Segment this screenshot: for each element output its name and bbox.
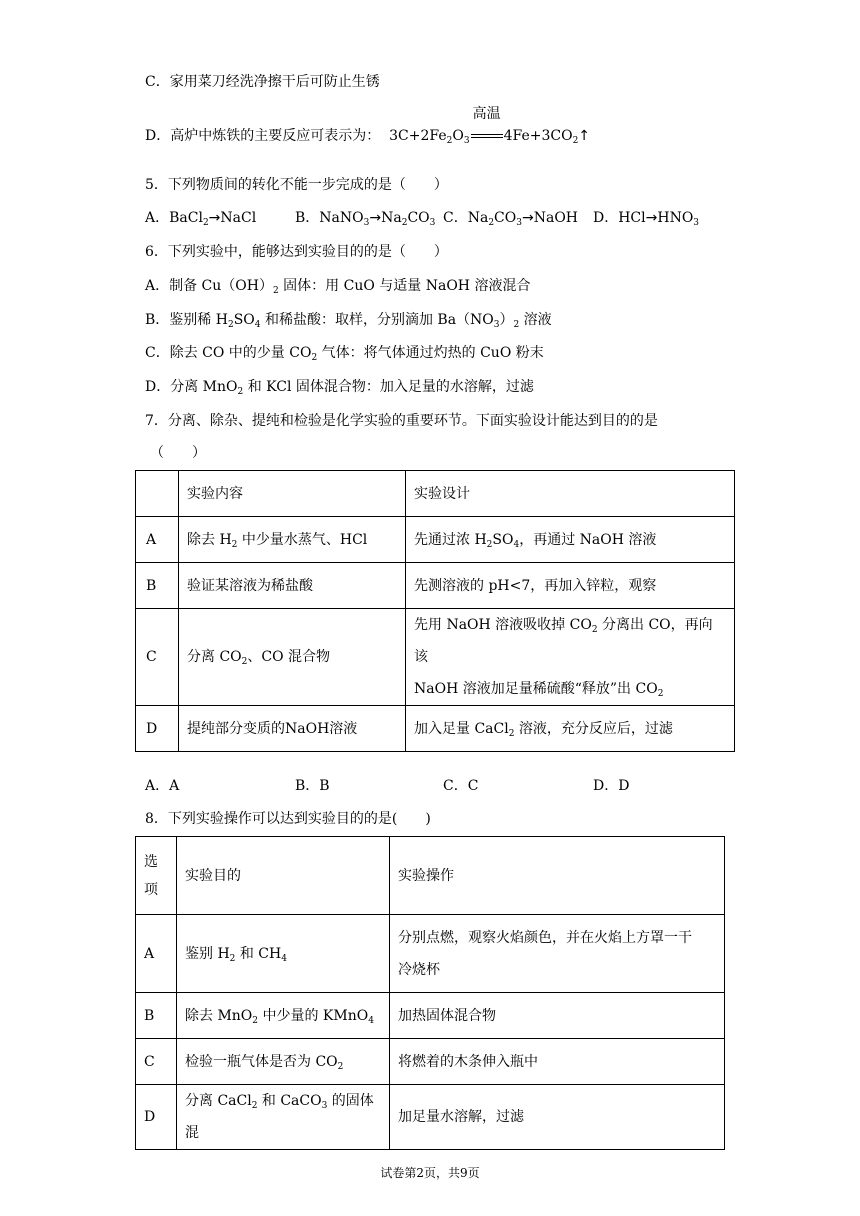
q7-option-d: D．D [593,778,630,794]
table-cell: 除去 $H_2$ 中少量水蒸气、HCl [179,517,406,563]
table-header-cell [136,471,179,517]
table-cell: 先测溶液的 pH<7，再加入锌粒，观察 [406,563,735,609]
table-row [136,706,735,752]
reaction-condition-label: 高温 [472,106,501,122]
q4-d-reactants: 3C+2Fe [389,128,447,144]
table-cell: 加足量水溶解，过滤 [390,1085,725,1150]
table-cell: C [136,1039,177,1085]
q4-d-prefix: D．高炉中炼铁的主要反应可表示为： [145,128,381,144]
q5-option-b: B．$NaNO_3\to Na_2CO_3$ [295,210,436,228]
q6-option-d: D．分离 MnO$_2$ 和 KCl 固体混合物：加入足量的水溶解，过滤 [145,379,534,397]
table-header-cell: 实验设计 [406,471,735,517]
q6-option-c: C．除去 CO 中的少量 $CO_2$ 气体：将气体通过灼热的 CuO 粉末 [145,345,544,363]
table-row [136,609,735,706]
table-cell: 加入足量 CaCl$_2$ 溶液，充分反应后，过滤 [406,706,735,752]
gas-arrow-icon: ↑ [578,128,591,144]
q7-answer-paren: （ ） [150,445,206,461]
q5-stem: 5．下列物质间的转化不能一步完成的是（ ） [145,177,448,193]
table-cell: B [136,993,177,1039]
table-cell: 检验一瓶气体是否为 $CO_2$ [177,1039,390,1085]
q4-option-c: C．家用菜刀经洗净擦干后可防止生锈 [145,74,380,90]
q7-stem: 7．分离、除杂、提纯和检验是化学实验的重要环节。下面实验设计能达到目的的是 [145,413,658,429]
table-cell: 分别点燃，观察火焰颜色，并在火焰上方罩一干 冷烧杯 [390,915,725,993]
table-header-cell: 实验目的 [177,837,390,915]
table-cell: D [136,706,179,752]
q5-option-c: C．$Na_2CO_3\to NaOH$ [443,210,579,228]
table-cell: A [136,517,179,563]
table-cell: 鉴别 $H_2$ 和 $CH_4$ [177,915,390,993]
table-cell: 提纯部分变质的NaOH溶液 [179,706,406,752]
q7-table [135,470,735,752]
q7-option-a: A．A [145,778,180,794]
page-footer: 试卷第2页，共9页 [380,1166,480,1180]
table-row [136,563,735,609]
q7-option-b: B．B [295,778,330,794]
table-row [136,517,735,563]
table-cell: 分离 $CO_2$、CO 混合物 [179,609,406,706]
q4-option-d: D．高炉中炼铁的主要反应可表示为： $3C+2Fe_2O_3$ 高温 $4Fe+3CO_2↑$ [145,106,591,146]
q5-option-d: D．$HCl\to HNO_3$ [593,210,700,228]
q6-option-b: B．鉴别稀 $H_2SO_4$ 和稀盐酸：取样，分别滴加 $Ba(NO_3)_2$ 溶液 [145,312,552,330]
q8-stem: 8．下列实验操作可以达到实验目的的是( ) [145,811,431,827]
table-cell: B [136,563,179,609]
table-cell: 验证某溶液为稀盐酸 [179,563,406,609]
reaction-condition [470,106,504,146]
table-header-row [136,837,725,915]
q7-options [145,775,745,795]
q4-d-products: 4Fe+3CO [503,128,573,144]
table-header-cell: 选 项 [136,837,177,915]
q5-option-a: A．BaCl$_2$→NaCl [145,210,257,228]
table-cell: C [136,609,179,706]
table-cell: 将燃着的木条伸入瓶中 [390,1039,725,1085]
q6-stem: 6．下列实验中，能够达到实验目的的是（ ） [145,244,448,260]
q6-option-a: A．制备 $Cu(OH)_2$ 固体：用 CuO 与适量 NaOH 溶液混合 [145,278,531,296]
table-header-row [136,471,735,517]
table-row [136,1085,725,1150]
table-cell: 先用 NaOH 溶液吸收掉 $CO_2$ 分离出 CO，再向该 NaOH 溶液加足量稀硫酸“释放”出 $CO_2$ [406,609,735,706]
table-header-cell: 实验内容 [179,471,406,517]
q7-option-c: C．C [443,778,479,794]
table-cell: 先通过浓 $H_2SO_4$，再通过 NaOH 溶液 [406,517,735,563]
table-cell: 除去 MnO$_2$ 中少量的 KMnO$_4$ [177,993,390,1039]
table-cell: D [136,1085,177,1150]
table-row [136,1039,725,1085]
table-header-cell: 实验操作 [390,837,725,915]
table-cell: 加热固体混合物 [390,993,725,1039]
table-row [136,993,725,1039]
q8-table [135,836,725,1150]
table-cell: A [136,915,177,993]
table-cell: 分离 CaCl$_2$ 和 CaCO$_3$ 的固体混 [177,1085,390,1150]
table-row [136,915,725,993]
